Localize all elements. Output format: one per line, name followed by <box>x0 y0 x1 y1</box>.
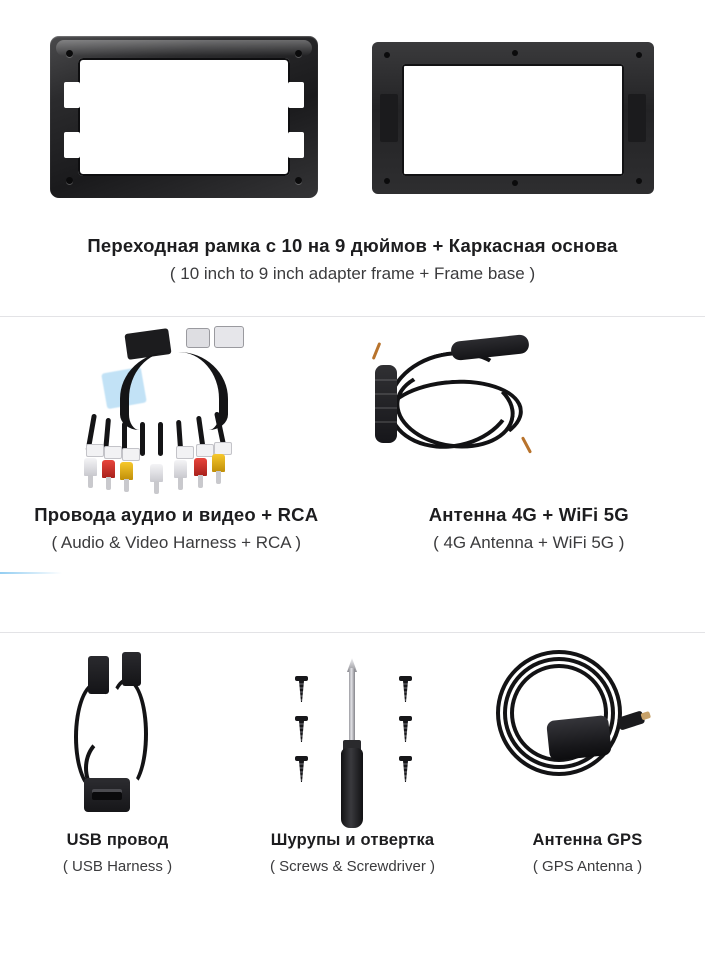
usb-plug <box>122 652 141 686</box>
frames-caption-ru: Переходная рамка с 10 на 9 дюймов + Каркасная основа <box>87 235 618 256</box>
frames-caption-en: ( 10 inch to 9 inch adapter frame + Frame base ) <box>169 264 536 284</box>
frame-notch <box>64 82 80 108</box>
antenna-4g-caption-ru: Антенна 4G + WiFi 5G <box>428 504 629 525</box>
section-row-2 <box>0 318 705 620</box>
harness-wire-label <box>86 444 104 457</box>
rca-connector-yellow <box>120 462 133 492</box>
harness-wire-label <box>176 446 194 459</box>
frame-notch <box>288 132 304 158</box>
frame-base-hole <box>636 52 642 58</box>
antenna-connector-tip <box>371 342 381 360</box>
section-harness <box>0 318 353 620</box>
antenna-4g-captions <box>353 503 705 554</box>
rca-connector-white <box>84 458 97 488</box>
frame-screw-hole <box>66 50 73 57</box>
usb-port <box>84 778 130 812</box>
frame-base-tab <box>628 94 646 142</box>
section-usb <box>0 640 235 970</box>
usb-plug <box>88 656 109 694</box>
usb-caption-en: ( USB Harness ) <box>62 857 173 875</box>
harness-connector-white <box>214 326 244 348</box>
screwdriver-shaft <box>349 668 355 742</box>
frame-screw-hole <box>295 177 302 184</box>
harness-wire <box>158 422 163 456</box>
screw <box>401 716 410 742</box>
gps-antenna-puck <box>546 715 612 761</box>
section-tools <box>235 640 470 970</box>
harness-connector-white <box>186 328 210 348</box>
frame-base-image <box>372 42 654 194</box>
rca-connector-white <box>150 464 163 494</box>
tools-caption-ru: Шурупы и отвертка <box>270 831 435 849</box>
tools-illustration <box>235 640 470 830</box>
frame-screw-hole <box>295 50 302 57</box>
antenna-4g-illustration <box>353 318 705 503</box>
gps-captions <box>470 830 705 876</box>
harness-wire-label <box>104 446 122 459</box>
usb-illustration <box>0 640 235 830</box>
gps-illustration <box>470 640 705 830</box>
frame-notch <box>288 82 304 108</box>
section-antenna-4g <box>353 318 705 620</box>
frame-notch <box>64 132 80 158</box>
usb-captions <box>0 830 235 876</box>
tools-caption-en: ( Screws & Screwdriver ) <box>269 857 436 875</box>
frame-base-hole <box>512 50 518 56</box>
harness-illustration <box>0 318 353 503</box>
frame-base-hole <box>384 52 390 58</box>
antenna-connector-tip <box>520 436 531 453</box>
section-row-3 <box>0 640 705 970</box>
gps-caption-ru: Антенна GPS <box>532 831 643 849</box>
usb-caption-ru: USB провод <box>66 831 169 849</box>
screw <box>401 676 410 702</box>
antenna-pad-right <box>450 334 530 361</box>
frames-illustration <box>0 28 705 208</box>
gps-caption-en: ( GPS Antenna ) <box>532 857 643 875</box>
antenna-pad-left <box>375 365 397 443</box>
adapter-frame-image <box>50 36 318 198</box>
frame-base-hole <box>384 178 390 184</box>
frame-base-tab <box>380 94 398 142</box>
decorative-blue-line <box>0 572 62 574</box>
screw <box>297 756 306 782</box>
frame-base-hole <box>512 180 518 186</box>
harness-wire <box>140 422 145 456</box>
screw <box>297 676 306 702</box>
rca-connector-red <box>194 458 207 488</box>
frames-captions <box>0 234 705 285</box>
screw <box>401 756 410 782</box>
frame-base-hole <box>636 178 642 184</box>
divider-1 <box>0 316 705 317</box>
rca-connector-white <box>174 460 187 490</box>
harness-cable-bundle <box>120 352 228 430</box>
harness-caption-en: ( Audio & Video Harness + RCA ) <box>51 533 302 553</box>
harness-captions <box>0 503 353 554</box>
frame-screw-hole <box>66 177 73 184</box>
tools-captions <box>235 830 470 876</box>
antenna-4g-caption-en: ( 4G Antenna + WiFi 5G ) <box>433 533 625 553</box>
harness-caption-ru: Провода аудио и видео + RCA <box>34 504 319 525</box>
rca-connector-red <box>102 460 115 490</box>
screwdriver-handle <box>341 748 363 828</box>
frame-gloss <box>56 40 312 56</box>
divider-2 <box>0 632 705 633</box>
section-gps <box>470 640 705 970</box>
rca-connector-yellow <box>212 454 225 484</box>
harness-wire-label <box>122 448 140 461</box>
screw <box>297 716 306 742</box>
section-frames <box>0 0 705 300</box>
